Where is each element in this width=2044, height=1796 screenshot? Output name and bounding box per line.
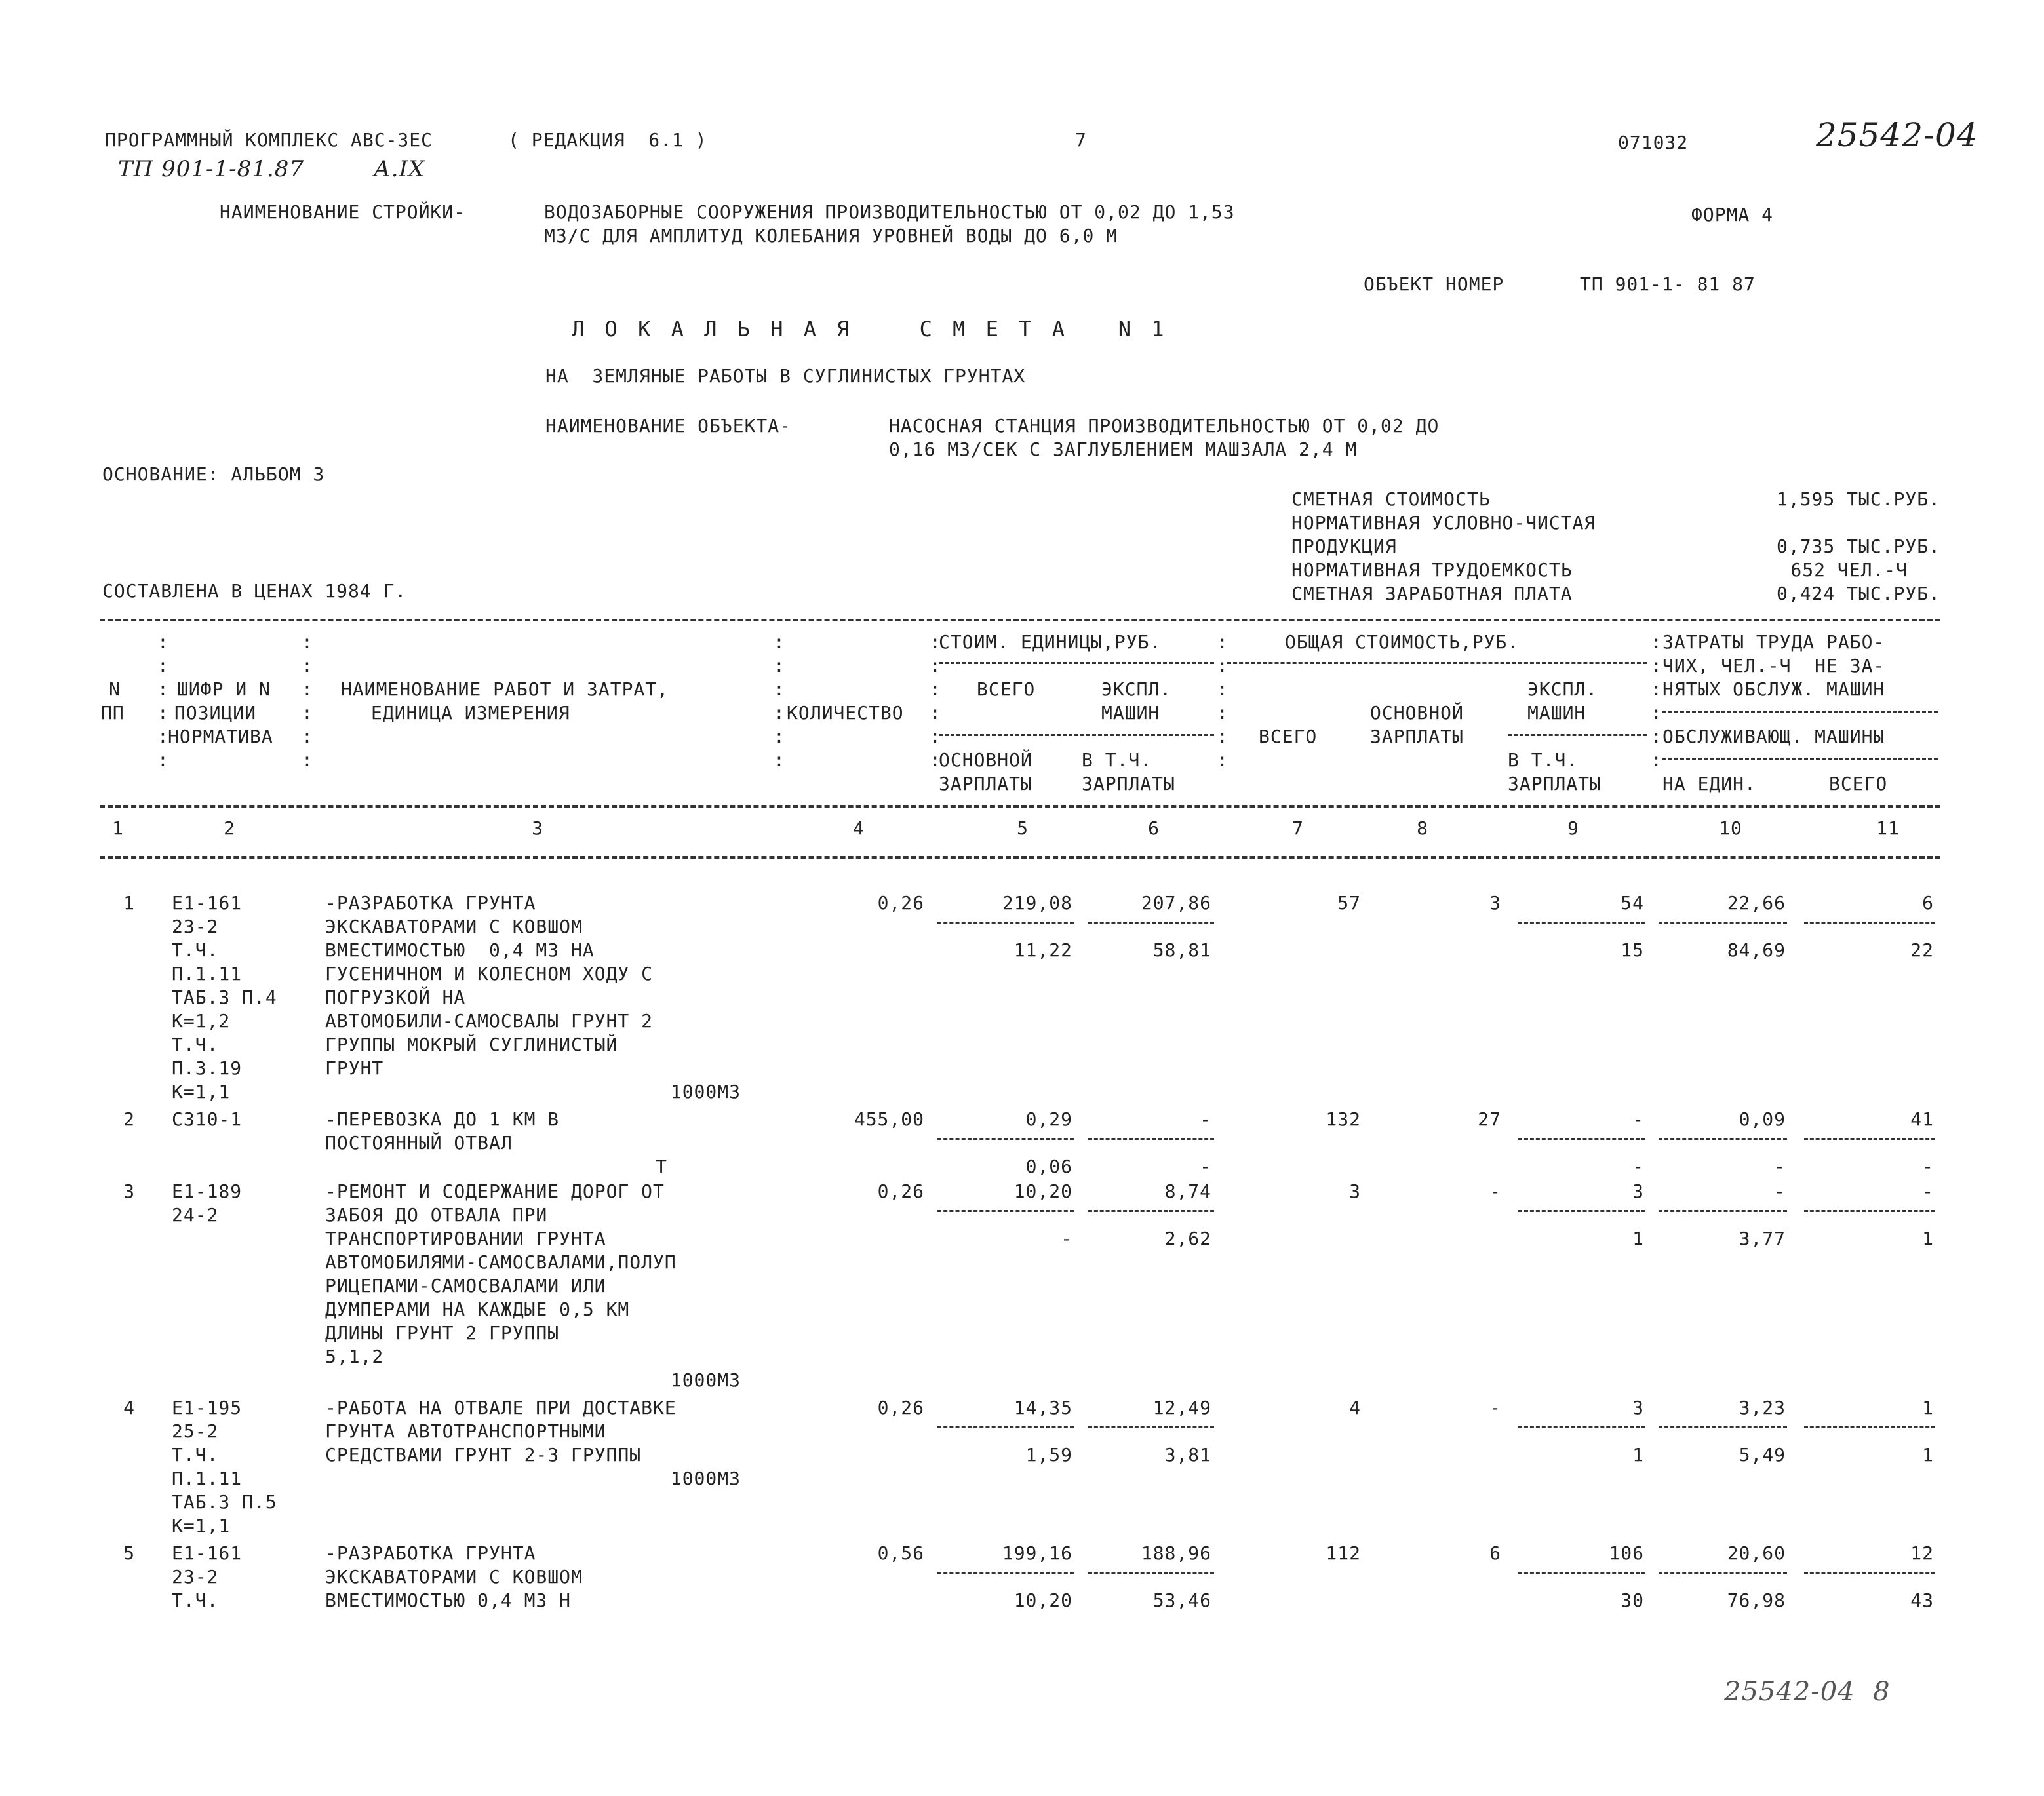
value-underline [1804,1138,1935,1140]
row-number: 4 [123,1397,135,1418]
value-c9b: 15 [1621,939,1644,961]
program-name: ПРОГРАММНЫЙ КОМПЛЕКС АВС-3ЕС [105,129,433,151]
object-name-line2: 0,16 М3/СЕК С ЗАГЛУБЛЕНИЕМ МАШЗАЛА 2,4 М [889,439,1358,460]
name-line: АВТОМОБИЛЯМИ-САМОСВАЛАМИ,ПОЛУП [325,1251,677,1273]
value-c6: 12,49 [1152,1397,1211,1418]
code-line: 25-2 [172,1420,219,1442]
header-bottom-border [100,805,1940,808]
name-line: ЗАБОЯ ДО ОТВАЛА ПРИ [325,1204,548,1226]
value-underline [937,1210,1074,1212]
construction-line1: ВОДОЗАБОРНЫЕ СООРУЖЕНИЯ ПРОИЗВОДИТЕЛЬНОСТЬЮ ОТ 0,02 ДО 1,53 [544,201,1235,223]
name-line: ДЛИНЫ ГРУНТ 2 ГРУППЫ [325,1322,560,1344]
code-line: Т.Ч. [172,1444,219,1466]
value-c10: 0,09 [1739,1108,1786,1130]
code-line: Е1-189 [172,1181,243,1202]
header-unit-cost: СТОИМ. ЕДИНИЦЫ,РУБ. [939,631,1162,653]
summary-label: СМЕТНАЯ ЗАРАБОТНАЯ ПЛАТА [1291,583,1573,604]
value-c10b: 76,98 [1727,1590,1786,1611]
value-underline [1804,1210,1935,1212]
handwritten-album: А.IX [374,156,425,182]
header-total-wage: ОСНОВНОЙ [1370,702,1464,724]
summary-label: НОРМАТИВНАЯ УСЛОВНО-ЧИСТАЯ [1291,512,1596,534]
header-total-mach-wage: В Т.Ч. [1508,749,1579,771]
value-underline [1088,1138,1214,1140]
object-name-line1: НАСОСНАЯ СТАНЦИЯ ПРОИЗВОДИТЕЛЬНОСТЬЮ ОТ 0,02 ДО [889,415,1440,437]
header-unit-wage: ЗАРПЛАТЫ [939,773,1032,794]
value-underline [1659,1572,1787,1574]
value-c5b: - [1061,1228,1072,1249]
handwritten-tp: ТП 901-1-81.87 [118,156,304,182]
name-line: ГРУНТА АВТОТРАНСПОРТНЫМИ [325,1420,606,1442]
object-number-label: ОБЪЕКТ НОМЕР [1364,273,1504,295]
row-number: 3 [123,1181,135,1202]
value-underline [1088,922,1214,924]
header-labor: ЧИХ, ЧЕЛ.-Ч НЕ ЗА- [1662,655,1885,676]
value-c6b: - [1200,1156,1211,1177]
header-unit-wage: ОСНОВНОЙ [939,749,1032,771]
header-total-wage: ЗАРПЛАТЫ [1370,726,1464,747]
value-c9b: - [1632,1156,1644,1177]
value-c7: 57 [1337,892,1361,914]
value-c11: - [1922,1181,1934,1202]
basis: ОСНОВАНИЕ: АЛЬБОМ 3 [102,463,325,485]
column-number: 9 [1567,817,1579,839]
quantity: 0,56 [877,1542,924,1564]
value-c11b: 1 [1922,1228,1934,1249]
value-c11: 1 [1922,1397,1934,1418]
value-c7: 132 [1326,1108,1361,1130]
code-line: К=1,2 [172,1010,231,1032]
value-c9b: 1 [1632,1444,1644,1466]
name-line: ГУСЕНИЧНОМ И КОЛЕСНОМ ХОДУ С [325,963,654,985]
value-c11: 6 [1922,892,1934,914]
value-c5b: 1,59 [1025,1444,1072,1466]
name-line: -РАЗРАБОТКА ГРУНТА [325,1542,536,1564]
value-c9: 106 [1609,1542,1644,1564]
value-underline [1088,1426,1214,1428]
value-c8: 3 [1489,892,1501,914]
header-code: ШИФР И N [177,678,271,700]
value-c7: 3 [1349,1181,1361,1202]
code-line: Т.Ч. [172,1590,219,1611]
doc-code: 071032 [1618,132,1689,153]
code-line: С310-1 [172,1108,243,1130]
row-number: 5 [123,1542,135,1564]
name-line: -РАБОТА НА ОТВАЛЕ ПРИ ДОСТАВКЕ [325,1397,677,1418]
value-c11b: 1 [1922,1444,1934,1466]
value-c11b: 43 [1910,1590,1934,1611]
code-line: Т.Ч. [172,939,219,961]
header-labor-total: ВСЕГО [1829,773,1888,794]
name-line: РИЦЕПАМИ-САМОСВАЛАМИ ИЛИ [325,1275,606,1297]
object-name-label: НАИМЕНОВАНИЕ ОБЪЕКТА- [545,415,792,437]
header-labor: ЗАТРАТЫ ТРУДА РАБО- [1662,631,1885,653]
code-line: Т.Ч. [172,1034,219,1055]
column-numbers-border [100,856,1940,859]
summary-value: 652 ЧЕЛ.-Ч [1790,559,1908,581]
value-underline [937,1426,1074,1428]
header-rule [939,734,1214,736]
name-line: ВМЕСТИМОСТЬЮ 0,4 М3 НА [325,939,595,961]
value-c10: 20,60 [1727,1542,1786,1564]
header-rule [1662,711,1938,713]
object-number-value: ТП 901-1- 81 87 [1580,273,1756,295]
header-unit-mach: ЭКСПЛ. [1101,678,1172,700]
header-labor-sub: ОБСЛУЖИВАЮЩ. МАШИНЫ [1662,726,1885,747]
page-number: 7 [1075,129,1087,151]
code-line: Е1-195 [172,1397,243,1418]
name-line: ЭКСКАВАТОРАМИ С КОВШОМ [325,1566,583,1588]
document-title: Л О К А Л Ь Н А Я С М Е Т А N 1 [572,317,1168,342]
name-line: СРЕДСТВАМИ ГРУНТ 2-3 ГРУППЫ [325,1444,642,1466]
unit-measure: Т [656,1156,667,1177]
name-line: -РАЗРАБОТКА ГРУНТА [325,892,536,914]
column-separator: : : : : : : [1651,631,1662,771]
name-line: АВТОМОБИЛИ-САМОСВАЛЫ ГРУНТ 2 [325,1010,654,1032]
value-underline [937,1138,1074,1140]
value-c10b: 84,69 [1727,939,1786,961]
value-underline [937,1572,1074,1574]
name-line: ВМЕСТИМОСТЬЮ 0,4 М3 Н [325,1590,572,1611]
quantity: 0,26 [877,892,924,914]
value-c7: 4 [1349,1397,1361,1418]
value-c11b: 22 [1910,939,1934,961]
column-separator: : : : : : : [157,631,168,771]
code-line: П.3.19 [172,1057,243,1079]
value-underline [1518,1572,1645,1574]
value-c5: 14,35 [1013,1397,1072,1418]
construction-line2: М3/С ДЛЯ АМПЛИТУД КОЛЕБАНИЯ УРОВНЕЙ ВОДЫ ДО 6,0 М [544,225,1118,246]
header-rule [1227,662,1647,664]
value-underline [937,922,1074,924]
value-underline [1659,1138,1787,1140]
column-number: 10 [1719,817,1742,839]
name-line: ДУМПЕРАМИ НА КАЖДЫЕ 0,5 КМ [325,1298,630,1320]
summary-label: НОРМАТИВНАЯ ТРУДОЕМКОСТЬ [1291,559,1573,581]
header-code: ПОЗИЦИИ [174,702,257,724]
value-underline [1659,922,1787,924]
value-c5: 199,16 [1002,1542,1072,1564]
edition: ( РЕДАКЦИЯ 6.1 ) [508,129,707,151]
value-c10: - [1774,1181,1786,1202]
column-number: 7 [1292,817,1304,839]
unit-measure: 1000М3 [670,1081,741,1103]
column-number: 6 [1148,817,1160,839]
value-underline [1659,1426,1787,1428]
column-separator: : : : : : : [302,631,313,771]
unit-measure: 1000М3 [670,1369,741,1391]
header-name: ЕДИНИЦА ИЗМЕРЕНИЯ [371,702,570,724]
header-total-mach: МАШИН [1527,702,1586,724]
value-c10b: 5,49 [1739,1444,1786,1466]
column-number: 1 [112,817,124,839]
header-rule [1508,734,1647,736]
value-c5b: 0,06 [1025,1156,1072,1177]
value-c10b: 3,77 [1739,1228,1786,1249]
code-line: 24-2 [172,1204,219,1226]
value-underline [1518,1426,1645,1428]
code-line: Е1-161 [172,1542,243,1564]
name-line: ПОГРУЗКОЙ НА [325,986,466,1008]
table-top-border [100,619,1940,621]
value-c10: 22,66 [1727,892,1786,914]
value-c6b: 2,62 [1164,1228,1211,1249]
code-line: П.1.11 [172,963,243,985]
header-labor-unit: НА ЕДИН. [1662,773,1756,794]
column-number: 11 [1876,817,1900,839]
header-rule [1662,758,1938,760]
value-c6b: 3,81 [1164,1444,1211,1466]
column-separator: : : : : : : [774,631,785,771]
value-c5b: 11,22 [1013,939,1072,961]
header-labor: НЯТЫХ ОБСЛУЖ. МАШИН [1662,678,1885,700]
summary-value: 0,424 ТЫС.РУБ. [1776,583,1940,604]
column-separator: : : : : : : [1217,631,1228,771]
code-line: К=1,1 [172,1515,231,1536]
header-quantity: КОЛИЧЕСТВО [787,702,904,724]
value-c9b: 30 [1621,1590,1644,1611]
code-line: К=1,1 [172,1081,231,1103]
document-subtitle: НА ЗЕМЛЯНЫЕ РАБОТЫ В СУГЛИНИСТЫХ ГРУНТАХ [545,365,1026,387]
form-label: ФОРМА 4 [1691,204,1774,225]
name-line: ГРУППЫ МОКРЫЙ СУГЛИНИСТЫЙ [325,1034,618,1055]
value-c6: 207,86 [1141,892,1211,914]
header-n: N [109,678,121,700]
value-c6: 8,74 [1164,1181,1211,1202]
value-c10: 3,23 [1739,1397,1786,1418]
header-unit-total: ВСЕГО [977,678,1036,700]
header-total-mach: ЭКСПЛ. [1527,678,1598,700]
code-line: 23-2 [172,1566,219,1588]
header-total-cost: ОБЩАЯ СТОИМОСТЬ,РУБ. [1285,631,1520,653]
quantity: 0,26 [877,1181,924,1202]
code-line: ТАБ.3 П.5 [172,1491,277,1513]
summary-value: 0,735 ТЫС.РУБ. [1776,536,1940,557]
header-unit-mach-wage: В Т.Ч. [1082,749,1152,771]
header-pp: ПП [101,702,125,724]
column-separator: : : : : : : [930,631,941,771]
value-underline [1518,1138,1645,1140]
header-total-all: ВСЕГО [1259,726,1318,747]
value-c9: 3 [1632,1181,1644,1202]
value-c11b: - [1922,1156,1934,1177]
value-c9: 54 [1621,892,1644,914]
value-c5b: 10,20 [1013,1590,1072,1611]
value-c6: 188,96 [1141,1542,1211,1564]
value-c6: - [1200,1108,1211,1130]
name-line: -РЕМОНТ И СОДЕРЖАНИЕ ДОРОГ ОТ [325,1181,665,1202]
name-line: ГРУНТ [325,1057,384,1079]
column-number: 8 [1417,817,1428,839]
column-number: 3 [532,817,543,839]
value-underline [1518,922,1645,924]
value-c9: 3 [1632,1397,1644,1418]
row-number: 1 [123,892,135,914]
code-line: П.1.11 [172,1468,243,1489]
value-c5: 10,20 [1013,1181,1072,1202]
quantity: 0,26 [877,1397,924,1418]
header-unit-mach: МАШИН [1101,702,1160,724]
value-c8: - [1489,1181,1501,1202]
value-underline [1088,1210,1214,1212]
value-c8: 27 [1478,1108,1501,1130]
value-underline [1804,922,1935,924]
price-level: СОСТАВЛЕНА В ЦЕНАХ 1984 Г. [102,580,407,602]
value-c8: 6 [1489,1542,1501,1564]
value-c7: 112 [1326,1542,1361,1564]
handwritten-doc-number: 25542-04 [1816,116,1978,154]
value-c6b: 58,81 [1152,939,1211,961]
header-rule [939,662,1214,664]
column-number: 5 [1017,817,1029,839]
value-c5: 0,29 [1025,1108,1072,1130]
value-underline [1518,1210,1645,1212]
summary-value: 1,595 ТЫС.РУБ. [1776,488,1940,510]
header-unit-mach-wage: ЗАРПЛАТЫ [1082,773,1175,794]
column-number: 4 [853,817,865,839]
value-c8: - [1489,1397,1501,1418]
value-c11: 41 [1910,1108,1934,1130]
name-line: 5,1,2 [325,1346,384,1367]
name-line: ЭКСКАВАТОРАМИ С КОВШОМ [325,916,583,937]
value-underline [1088,1572,1214,1574]
value-underline [1804,1572,1935,1574]
unit-measure: 1000М3 [670,1468,741,1489]
code-line: 23-2 [172,916,219,937]
name-line: ПОСТОЯННЫЙ ОТВАЛ [325,1132,513,1154]
value-c9: - [1632,1108,1644,1130]
value-c9b: 1 [1632,1228,1644,1249]
value-c11: 12 [1910,1542,1934,1564]
header-code: НОРМАТИВА [168,726,273,747]
header-total-mach-wage: ЗАРПЛАТЫ [1508,773,1602,794]
quantity: 455,00 [854,1108,924,1130]
row-number: 2 [123,1108,135,1130]
value-c10b: - [1774,1156,1786,1177]
value-underline [1804,1426,1935,1428]
name-line: ТРАНСПОРТИРОВАНИИ ГРУНТА [325,1228,606,1249]
summary-label: ПРОДУКЦИЯ [1291,536,1397,557]
construction-label: НАИМЕНОВАНИЕ СТРОЙКИ- [220,201,466,223]
code-line: ТАБ.3 П.4 [172,986,277,1008]
value-underline [1659,1210,1787,1212]
header-name: НАИМЕНОВАНИЕ РАБОТ И ЗАТРАТ, [341,678,669,700]
handwritten-footer: 25542-04 8 [1724,1677,1891,1707]
value-c6b: 53,46 [1152,1590,1211,1611]
code-line: Е1-161 [172,892,243,914]
summary-label: СМЕТНАЯ СТОИМОСТЬ [1291,488,1491,510]
column-number: 2 [224,817,235,839]
name-line: -ПЕРЕВОЗКА ДО 1 КМ В [325,1108,560,1130]
value-c5: 219,08 [1002,892,1072,914]
